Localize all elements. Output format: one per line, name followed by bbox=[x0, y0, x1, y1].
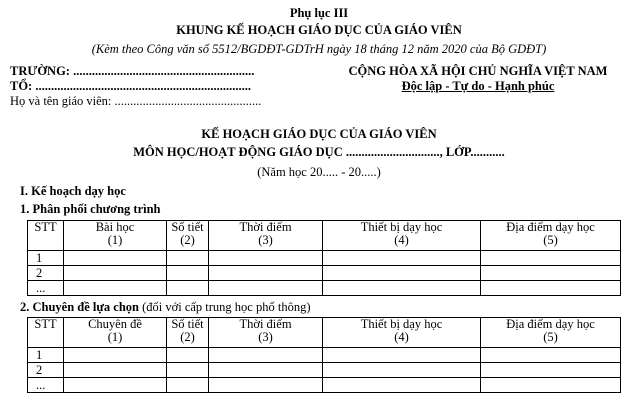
national-header-block bbox=[318, 64, 638, 94]
table-row bbox=[28, 281, 621, 296]
row-stt: ... bbox=[28, 378, 64, 393]
nation-name: CỘNG HÒA XÃ HỘI CHỦ NGHĨA VIỆT NAM bbox=[348, 64, 608, 78]
table-header-row bbox=[28, 221, 621, 251]
reference-note: (Kèm theo Công văn số 5512/BGDĐT-GDTrH ngày 18 tháng 12 năm 2020 của Bộ GDĐT) bbox=[91, 42, 547, 56]
table-cell bbox=[64, 281, 167, 296]
table-cell bbox=[167, 348, 209, 363]
table-cell bbox=[64, 363, 167, 378]
table-cell bbox=[167, 266, 209, 281]
row-stt: 1 bbox=[28, 251, 64, 266]
table-cell bbox=[64, 266, 167, 281]
table-cell bbox=[167, 251, 209, 266]
header-stt: STT bbox=[28, 318, 64, 348]
table-cell bbox=[323, 378, 481, 393]
table-cell bbox=[323, 281, 481, 296]
table-row bbox=[28, 363, 621, 378]
table-cell bbox=[64, 378, 167, 393]
header-topic: Chuyên đề (1) bbox=[64, 318, 167, 348]
table-cell bbox=[64, 251, 167, 266]
header-timing: Thời điểm (3) bbox=[209, 221, 323, 251]
table-cell bbox=[209, 363, 323, 378]
subsection-heading-2 bbox=[20, 300, 311, 315]
table-cell bbox=[323, 266, 481, 281]
table-cell bbox=[481, 378, 621, 393]
table-cell bbox=[209, 378, 323, 393]
table-cell bbox=[323, 251, 481, 266]
elective-topics-table bbox=[27, 317, 621, 393]
group-field: TỔ: ..................................................................... bbox=[10, 79, 251, 93]
appendix-label: Phụ lục III bbox=[289, 6, 349, 20]
table-row bbox=[28, 251, 621, 266]
school-year-line: (Năm học 20..... - 20.....) bbox=[257, 165, 381, 179]
header-location: Địa điểm dạy học (5) bbox=[481, 318, 621, 348]
plan-title: KẾ HOẠCH GIÁO DỤC CỦA GIÁO VIÊN bbox=[201, 127, 437, 141]
table-cell bbox=[481, 251, 621, 266]
national-motto: Độc lập - Tự do - Hạnh phúc bbox=[401, 79, 555, 93]
school-info-block bbox=[10, 64, 261, 109]
table-cell bbox=[481, 348, 621, 363]
frame-title: KHUNG KẾ HOẠCH GIÁO DỤC CỦA GIÁO VIÊN bbox=[176, 23, 462, 37]
table-row bbox=[28, 266, 621, 281]
table-cell bbox=[167, 378, 209, 393]
header-location: Địa điểm dạy học (5) bbox=[481, 221, 621, 251]
header-lesson: Bài học (1) bbox=[64, 221, 167, 251]
subject-line: MÔN HỌC/HOẠT ĐỘNG GIÁO DỤC .............................., LỚP........... bbox=[133, 145, 505, 159]
table-cell bbox=[209, 281, 323, 296]
table-row bbox=[28, 378, 621, 393]
table-cell bbox=[323, 348, 481, 363]
header-stt: STT bbox=[28, 221, 64, 251]
table-cell bbox=[481, 266, 621, 281]
row-stt: 2 bbox=[28, 266, 64, 281]
row-stt: 2 bbox=[28, 363, 64, 378]
table-cell bbox=[323, 363, 481, 378]
table-cell bbox=[64, 348, 167, 363]
header-equipment: Thiết bị dạy học (4) bbox=[323, 318, 481, 348]
teacher-name-field: Họ và tên giáo viên: ............................................... bbox=[10, 94, 262, 108]
header-periods: Số tiết (2) bbox=[167, 221, 209, 251]
subsection-2-note: (đối với cấp trung học phổ thông) bbox=[138, 300, 311, 314]
table-cell bbox=[167, 281, 209, 296]
table-cell bbox=[481, 363, 621, 378]
curriculum-table bbox=[27, 220, 621, 296]
table-cell bbox=[481, 281, 621, 296]
table-cell bbox=[209, 251, 323, 266]
section-heading: I. Kế hoạch dạy học bbox=[20, 184, 126, 198]
table-row bbox=[28, 348, 621, 363]
table-header-row bbox=[28, 318, 621, 348]
table-cell bbox=[209, 266, 323, 281]
subsection-2-title: 2. Chuyên đề lựa chọn bbox=[20, 300, 139, 314]
row-stt: ... bbox=[28, 281, 64, 296]
subsection-heading-1: 1. Phân phối chương trình bbox=[20, 202, 161, 216]
header-periods: Số tiết (2) bbox=[167, 318, 209, 348]
header-equipment: Thiết bị dạy học (4) bbox=[323, 221, 481, 251]
row-stt: 1 bbox=[28, 348, 64, 363]
table-cell bbox=[209, 348, 323, 363]
header-timing: Thời điểm (3) bbox=[209, 318, 323, 348]
table-cell bbox=[167, 363, 209, 378]
school-field: TRƯỜNG: .......................................................... bbox=[10, 64, 255, 78]
